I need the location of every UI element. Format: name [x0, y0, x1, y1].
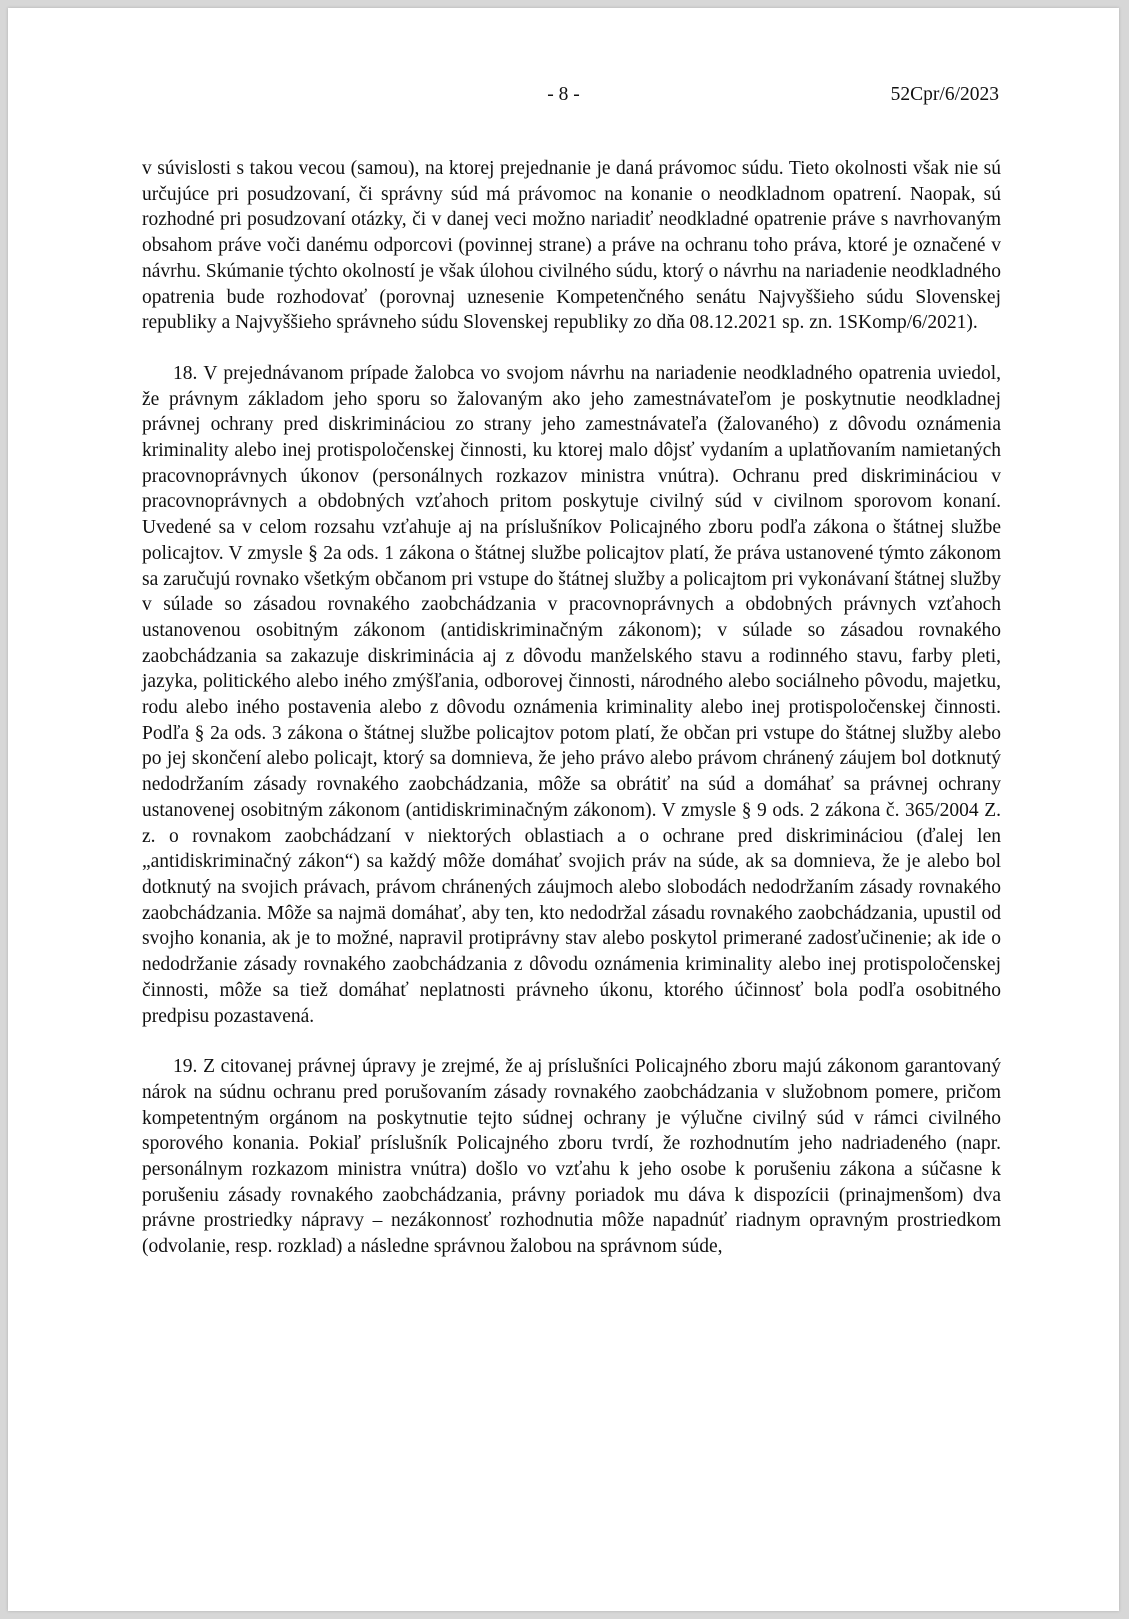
paragraph-17-continuation: v súvislosti s takou vecou (samou), na ktorej prejednanie je daná právomoc súdu. Tieto okolnosti však nie sú určujúce pri posudzovaní, či správny súd má právomoc na konanie o neodkladnom opatrení. Naopak, sú rozhodné pri posudzovaní otázky, či v danej veci možno nariadiť neodkladné opatrenie práve s navrhovaným obsahom práve voči danému odporcovi (povinnej strane) a práve na ochranu toho práva, ktoré je označené v návrhu. Skúmanie týchto okolností je však úlohou civilného súdu, ktorý o návrhu na nariadenie neodkladného opatrenia bude rozhodovať (porovnaj uznesenie Kompetenčného senátu Najvyššieho súdu Slovenskej republiky a Najvyššieho správneho súdu Slovenskej republiky zo dňa 08.12.2021 sp. zn. 1SKomp/6/2021). [142, 158, 1001, 334]
paragraph-18: 18. V prejednávanom prípade žalobca vo svojom návrhu na nariadenie neodkladného opatrenia uviedol, že právnym základom jeho sporu so žalovaným ako jeho zamestnávateľom je poskytnutie neodkladnej právnej ochrany pred diskrimináciou zo strany jeho zamestnávateľa (žalovaného) z dôvodu oznámenia kriminality alebo inej protispoločenskej činnosti, ku ktorej malo dôjsť vydaním a uplatňovaním namietaných pracovnoprávnych úkonov (personálnych rozkazov ministra vnútra). Ochranu pred diskrimináciou v pracovnoprávnych a obdobných vzťahoch pritom poskytuje civilný súd v civilnom sporovom konaní. Uvedené sa v celom rozsahu vzťahuje aj na príslušníkov Policajného zboru podľa zákona o štátnej službe policajtov. V zmysle § 2a ods. 1 zákona o štátnej službe policajtov platí, že práva ustanovené týmto zákonom sa zaručujú rovnako všetkým občanom pri vstupe do štátnej služby a policajtom pri vykonávaní štátnej služby v súlade so zásadou rovnakého zaobchádzania v pracovnoprávnych a obdobných právnych vzťahoch ustanovenou osobitným zákonom (antidiskriminačným zákonom); v súlade so zásadou rovnakého zaobchádzania sa zakazuje diskriminácia aj z dôvodu manželského stavu a rodinného stavu, farby pleti, jazyka, politického alebo iného zmýšľania, odborovej činnosti, národného alebo sociálneho pôvodu, majetku, rodu alebo iného postavenia alebo z dôvodu oznámenia kriminality alebo inej protispoločenskej činnosti. Podľa § 2a ods. 3 zákona o štátnej službe policajtov potom platí, že občan pri vstupe do štátnej služby alebo po jej skončení alebo policajt, ktorý sa domnieva, že jeho právo alebo právom chránený záujem bol dotknutý nedodržaním zásady rovnakého zaobchádzania, môže sa obrátiť na súd a domáhať sa právnej ochrany ustanovenej osobitným zákonom (antidiskriminačným zákonom). V zmysle § 9 ods. 2 zákona č. 365/2004 Z. z. o rovnakom zaobchádzaní v niektorých oblastiach a o ochrane pred diskrimináciou (ďalej len „antidiskriminačný zákon“) sa každý môže domáhať svojich práv na súde, ak sa domnieva, že je alebo bol dotknutý na svojich právach, právom chránených záujmoch alebo slobodách nedodržaním zásady rovnakého zaobchádzania. Môže sa najmä domáhať, aby ten, kto nedodržal zásadu rovnakého zaobchádzania, upustil od svojho konania, ak je to možné, napravil protiprávny stav alebo poskytol primerané zadosťučinenie; ak ide o nedodržanie zásady rovnakého zaobchádzania z dôvodu oznámenia kriminality alebo inej protispoločenskej činnosti, môže sa tiež domáhať neplatnosti právneho úkonu, ktorého účinnosť bola podľa osobitného predpisu pozastavená. [142, 362, 1001, 1027]
document-body [142, 156, 1001, 1285]
case-number: 52Cpr/6/2023 [890, 84, 999, 105]
page-number: - 8 - [547, 84, 580, 105]
paragraph-19: 19. Z citovanej právnej úpravy je zrejmé, že aj príslušníci Policajného zboru majú zákonom garantovaný nárok na súdnu ochranu pred porušovaním zásady rovnakého zaobchádzania v služobnom pomere, pričom kompetentným orgánom na poskytnutie tejto súdnej ochrany je výlučne civilný súd v rámci civilného sporového konania. Pokiaľ príslušník Policajného zboru tvrdí, že rozhodnutím jeho nadriadeného (napr. personálnym rozkazom ministra vnútra) došlo vo vzťahu k jeho osobe k porušeniu zákona a súčasne k porušeniu zásady rovnakého zaobchádzania, právny poriadok mu dáva k dispozícii (prinajmenšom) dva právne prostriedky nápravy – nezákonnosť rozhodnutia môže napadnúť riadnym opravným prostriedkom (odvolanie, resp. rozklad) a následne správnou žalobou na správnom súde, [142, 1056, 1001, 1258]
document-page [8, 8, 1119, 1611]
page-header [8, 84, 1119, 110]
